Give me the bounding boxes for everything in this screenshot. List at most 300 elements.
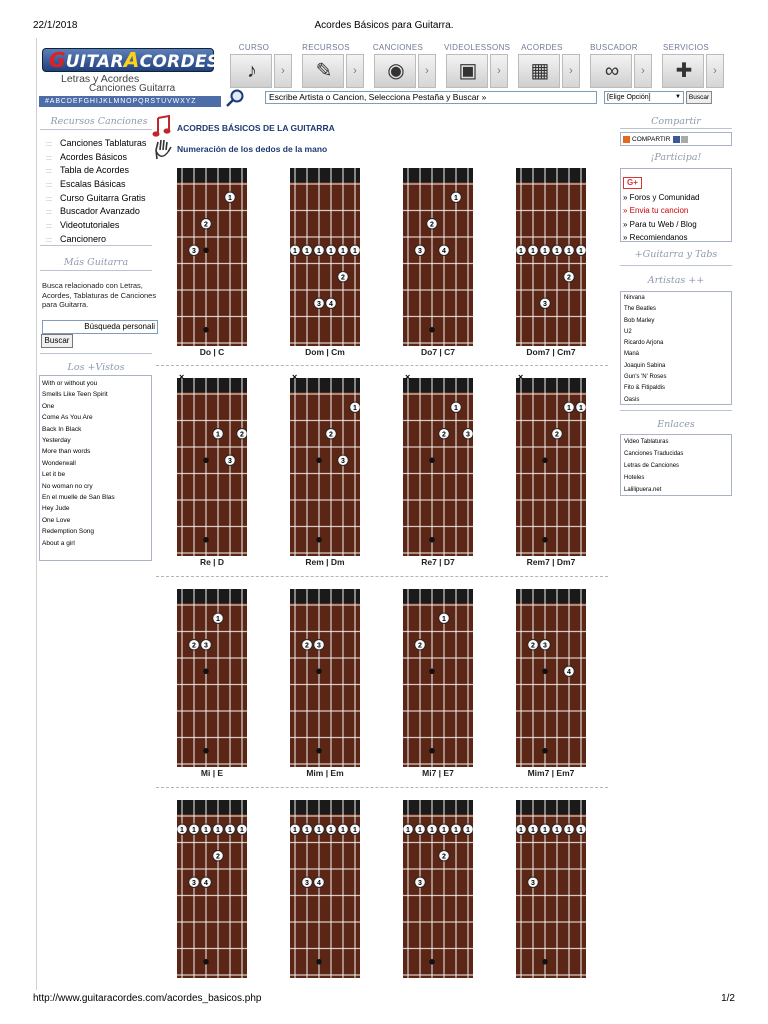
nav-item-videolessons[interactable]: [444, 42, 519, 90]
root-dot: [316, 748, 322, 754]
root-dot: [542, 959, 548, 965]
artist-link[interactable]: Gun's 'N' Roses: [624, 374, 667, 381]
facebook-icon[interactable]: [673, 136, 680, 143]
chord-diagram[interactable]: [403, 800, 473, 988]
finger-marker: [439, 824, 449, 834]
finger-marker: [213, 824, 223, 834]
svg-text:2: 2: [567, 274, 571, 282]
chord-diagram[interactable]: [516, 372, 586, 567]
search-input[interactable]: Escribe Artista o Cancion, Selecciona Pestaña y Buscar »: [265, 91, 597, 104]
root-dot: [203, 668, 209, 674]
chord-name: Do | C: [199, 347, 225, 357]
chord-name: Dom | Cm: [305, 347, 345, 357]
fretboard: [516, 800, 586, 978]
root-dot: [203, 247, 209, 253]
recursos-item[interactable]: [46, 220, 146, 234]
svg-text:1: 1: [293, 247, 297, 255]
nav-label: VIDEOLESSONS: [444, 43, 511, 52]
mas-vistos-list: [39, 375, 152, 561]
artistas-list: [620, 291, 732, 405]
artist-link[interactable]: The Beatles: [624, 306, 657, 313]
finger-marker: [516, 824, 526, 834]
finger-marker: [189, 245, 199, 255]
fretboard: [516, 168, 586, 346]
nav-icon-box[interactable]: [518, 54, 560, 88]
svg-text:1: 1: [341, 826, 345, 834]
finger-marker: [439, 429, 449, 439]
recursos-item-label: Tabla de Acordes: [60, 165, 130, 176]
nav-arrow-icon[interactable]: ›: [274, 54, 292, 88]
finger-marker: [213, 613, 223, 623]
song-link[interactable]: Redemption Song: [42, 528, 95, 536]
root-dot: [429, 457, 435, 463]
finger-marker: [350, 824, 360, 834]
finger-marker: [213, 851, 223, 861]
svg-text:1: 1: [531, 826, 535, 834]
finger-marker: [439, 851, 449, 861]
nav-icon-box[interactable]: [230, 54, 272, 88]
svg-text:1: 1: [305, 247, 309, 255]
chord-diagram[interactable]: [290, 589, 360, 777]
main-nav: [228, 42, 732, 90]
nav-icon-box[interactable]: [374, 54, 416, 88]
artist-link[interactable]: Fito & Fitipaldis: [624, 385, 666, 392]
nut: [403, 378, 473, 392]
chord-diagram[interactable]: [516, 800, 586, 988]
finger-marker: [540, 824, 550, 834]
svg-text:1: 1: [216, 826, 220, 834]
finger-marker: [564, 824, 574, 834]
finger-marker: [201, 824, 211, 834]
song-link[interactable]: Back In Black: [42, 425, 82, 433]
recursos-item[interactable]: [46, 179, 146, 193]
root-dot: [429, 668, 435, 674]
print-date: 22/1/2018: [33, 20, 78, 31]
chord-diagram[interactable]: [290, 800, 360, 988]
finger-marker: [451, 824, 461, 834]
finger-marker: [528, 245, 538, 255]
svg-text:1: 1: [317, 826, 321, 834]
nav-label: RECURSOS: [302, 43, 350, 52]
share-widget[interactable]: [620, 132, 732, 146]
participa-box: [620, 168, 732, 242]
chord-diagram[interactable]: [177, 372, 247, 567]
svg-text:2: 2: [305, 642, 309, 650]
artist-link[interactable]: Ricardo Arjona: [624, 340, 664, 347]
nav-arrow-icon[interactable]: ›: [562, 54, 580, 88]
fretboard-wood: [290, 378, 360, 556]
nav-label: CANCIONES: [372, 43, 424, 52]
svg-text:3: 3: [531, 879, 535, 887]
finger-marker: [540, 640, 550, 650]
root-dot: [316, 457, 322, 463]
svg-text:1: 1: [543, 826, 547, 834]
svg-text:1: 1: [329, 247, 333, 255]
finger-marker: [403, 824, 413, 834]
song-link[interactable]: Yesterday: [42, 437, 71, 445]
finger-marker: [540, 298, 550, 308]
song-link[interactable]: Hey Jude: [42, 505, 70, 513]
svg-text:2: 2: [204, 221, 208, 229]
finger-marker: [564, 666, 574, 676]
enlace-link[interactable]: Video Tablaturas: [624, 439, 669, 445]
mas-guitarra-heading: Más Guitarra: [63, 257, 129, 268]
svg-text:2: 2: [442, 853, 446, 861]
bullet: :::: [46, 154, 52, 162]
svg-text:1: 1: [567, 404, 571, 412]
fretboard: [177, 168, 247, 346]
artist-link[interactable]: Maná: [624, 351, 640, 358]
svg-text:1: 1: [579, 826, 583, 834]
chord-diagram[interactable]: [177, 168, 247, 356]
root-dot: [429, 537, 435, 543]
nut: [290, 800, 360, 814]
finger-marker: [201, 219, 211, 229]
svg-text:3: 3: [418, 247, 422, 255]
chord-diagram[interactable]: [290, 372, 360, 567]
svg-text:4: 4: [442, 247, 446, 255]
participa-link[interactable]: » Envia tu cancion: [623, 206, 689, 216]
finger-marker: [528, 824, 538, 834]
song-link[interactable]: More than words: [42, 448, 91, 456]
recursos-item[interactable]: [46, 193, 146, 207]
chord-diagram[interactable]: [290, 168, 360, 356]
svg-text:1: 1: [567, 826, 571, 834]
finger-marker: [177, 824, 187, 834]
chord-name: Mi7 | E7: [422, 768, 454, 778]
enlace-link[interactable]: Canciones Traducidas: [624, 451, 684, 457]
search-category-select[interactable]: [Elige Opción] ▼: [604, 91, 684, 104]
svg-text:2: 2: [555, 431, 559, 439]
svg-text:1: 1: [228, 826, 232, 834]
svg-text:2: 2: [329, 431, 333, 439]
finger-marker: [314, 877, 324, 887]
share-label: COMPARTIR: [632, 136, 671, 143]
svg-text:1: 1: [216, 615, 220, 623]
recursos-item[interactable]: [46, 138, 146, 152]
song-link[interactable]: Come As You Are: [42, 414, 93, 422]
nut: [177, 589, 247, 603]
svg-text:3: 3: [543, 642, 547, 650]
participa-heading: ¡Participa!: [650, 152, 702, 163]
recursos-item[interactable]: [46, 206, 146, 220]
svg-text:2: 2: [341, 274, 345, 282]
song-link[interactable]: With or without you: [42, 380, 98, 387]
enlace-link[interactable]: Hoteles: [624, 475, 645, 481]
svg-text:2: 2: [216, 853, 220, 861]
divider: [620, 265, 732, 266]
nav-arrow-icon[interactable]: ›: [634, 54, 652, 88]
nav-arrow-icon[interactable]: ›: [706, 54, 724, 88]
svg-text:2: 2: [430, 221, 434, 229]
fretboard: [403, 378, 473, 556]
finger-marker: [189, 640, 199, 650]
svg-text:1: 1: [418, 826, 422, 834]
finger-numbering-link[interactable]: Numeración de los dedos de la mano: [177, 144, 328, 154]
finger-marker: [338, 455, 348, 465]
chord-name: Re7 | D7: [421, 557, 455, 567]
svg-text:1: 1: [555, 826, 559, 834]
chord-diagram[interactable]: [403, 589, 473, 777]
song-link[interactable]: Wonderwall: [42, 459, 76, 467]
recursos-item-label: Cancionero: [60, 233, 107, 244]
fretboard: [516, 589, 586, 767]
bullet: :::: [46, 195, 52, 203]
nav-arrow-icon[interactable]: ›: [418, 54, 436, 88]
participa-link[interactable]: » Para tu Web / Blog: [623, 219, 697, 229]
recursos-heading: Recursos Canciones: [50, 116, 148, 127]
fretboard-wood: [403, 589, 473, 767]
finger-marker: [302, 824, 312, 834]
song-link[interactable]: No woman no cry: [42, 482, 93, 490]
svg-text:1: 1: [442, 826, 446, 834]
print-header: [33, 20, 735, 34]
nav-label: CURSO: [238, 43, 270, 52]
finger-marker: [314, 298, 324, 308]
svg-text:3: 3: [192, 879, 196, 887]
guitarra-tabs-heading[interactable]: +Guitarra y Tabs: [634, 249, 718, 260]
fretboard-wood: [403, 800, 473, 978]
artist-link[interactable]: U2: [624, 328, 632, 335]
nut: [290, 378, 360, 392]
magnifier-icon[interactable]: [224, 88, 246, 108]
nav-icon-box[interactable]: [590, 54, 632, 88]
root-dot: [203, 959, 209, 965]
bullet: :::: [46, 182, 52, 190]
svg-text:1: 1: [519, 826, 523, 834]
finger-marker: [237, 429, 247, 439]
svg-text:1: 1: [329, 826, 333, 834]
chord-diagram[interactable]: [177, 589, 247, 777]
fretboard-wood: [516, 589, 586, 767]
nut: [290, 589, 360, 603]
binoculars-icon: ∞: [604, 60, 620, 82]
divider: [40, 245, 152, 246]
recursos-item[interactable]: [46, 152, 146, 166]
finger-marker: [528, 640, 538, 650]
nav-icon-box[interactable]: [662, 54, 704, 88]
divider: [620, 128, 732, 129]
finger-marker: [225, 824, 235, 834]
recursos-list: [46, 138, 146, 248]
finger-marker: [439, 613, 449, 623]
finger-marker: [540, 245, 550, 255]
nut: [516, 800, 586, 814]
nav-item-canciones[interactable]: [372, 42, 447, 90]
finger-marker: [552, 245, 562, 255]
finger-marker: [213, 429, 223, 439]
enlace-link[interactable]: Letras de Canciones: [624, 463, 680, 469]
share-icon: [623, 136, 630, 143]
puzzle-icon: ✚: [675, 60, 693, 82]
finger-marker: [552, 429, 562, 439]
song-link[interactable]: One: [42, 402, 55, 410]
google-plus-button[interactable]: G+: [623, 177, 642, 189]
root-dot: [203, 748, 209, 754]
finger-marker: [350, 402, 360, 412]
finger-marker: [415, 640, 425, 650]
song-link[interactable]: About a girl: [42, 539, 75, 547]
chord-diagram[interactable]: [403, 168, 473, 356]
chord-diagram[interactable]: [403, 372, 473, 567]
nav-icon-box[interactable]: [302, 54, 344, 88]
fretboard: [403, 589, 473, 767]
finger-marker: [427, 824, 437, 834]
fretboard: [516, 378, 586, 556]
svg-text:3: 3: [228, 457, 232, 465]
fretboard-wood: [403, 168, 473, 346]
nav-item-curso[interactable]: [228, 42, 303, 90]
fretboard: [290, 589, 360, 767]
nut: [177, 378, 247, 392]
artist-link[interactable]: Joaquin Sabina: [624, 362, 666, 369]
finger-marker: [576, 402, 586, 412]
recursos-item-label: Canciones Tablaturas: [60, 138, 147, 148]
svg-text:1: 1: [317, 247, 321, 255]
finger-marker: [576, 824, 586, 834]
recursos-item-label: Acordes Básicos: [60, 151, 128, 162]
finger-marker: [302, 245, 312, 255]
finger-marker: [326, 298, 336, 308]
root-dot: [316, 668, 322, 674]
fretboard-wood: [290, 589, 360, 767]
svg-text:1: 1: [192, 826, 196, 834]
nav-item-servicios[interactable]: [660, 42, 735, 90]
finger-marker: [564, 402, 574, 412]
svg-text:3: 3: [543, 300, 547, 308]
turntable-icon: ◉: [387, 60, 405, 82]
song-link[interactable]: En el muelle de San Blas: [42, 494, 115, 502]
song-link[interactable]: Smells Like Teen Spirit: [42, 391, 108, 399]
root-dot: [542, 668, 548, 674]
nav-arrow-icon[interactable]: ›: [490, 54, 508, 88]
recursos-item-label: Videotutoriales: [60, 220, 120, 231]
nut: [177, 168, 247, 182]
nut: [403, 168, 473, 182]
alphabet-bar[interactable]: #ABCDEFGHIJKLMNOPQRSTUVWXYZ: [39, 96, 221, 107]
root-dot: [542, 457, 548, 463]
participa-link[interactable]: » Foros y Comunidad: [623, 193, 700, 202]
enlace-link[interactable]: Lalilipuera.net: [624, 487, 662, 493]
chord-name: Mim | Em: [306, 768, 344, 778]
fretboard: [177, 378, 247, 556]
chord-name: Mim7 | Em7: [527, 768, 575, 778]
svg-text:2: 2: [418, 642, 422, 650]
svg-text:1: 1: [293, 826, 297, 834]
chord-diagram[interactable]: [516, 589, 586, 777]
finger-marker: [225, 455, 235, 465]
artist-link[interactable]: Nirvana: [624, 295, 645, 301]
fretboard-wood: [177, 378, 247, 556]
finger-marker: [439, 245, 449, 255]
nut: [177, 800, 247, 814]
chord-name: Rem | Dm: [305, 557, 345, 567]
nav-item-buscador[interactable]: [588, 42, 663, 90]
finger-marker: [314, 245, 324, 255]
finger-marker: [189, 824, 199, 834]
song-link[interactable]: Let it be: [42, 471, 66, 479]
recursos-item-label: Escalas Básicas: [60, 179, 126, 190]
page-title: ACORDES BÁSICOS DE LA GUITARRA: [177, 123, 335, 133]
finger-marker: [326, 245, 336, 255]
finger-marker: [314, 824, 324, 834]
print-page-number: 1/2: [721, 993, 735, 1004]
finger-marker: [564, 272, 574, 282]
finger-marker: [415, 824, 425, 834]
root-dot: [542, 537, 548, 543]
finger-marker: [201, 640, 211, 650]
nav-icon-box[interactable]: [446, 54, 488, 88]
nut: [516, 589, 586, 603]
nav-item-acordes[interactable]: [516, 42, 591, 90]
finger-marker: [528, 877, 538, 887]
root-dot: [429, 748, 435, 754]
nut: [403, 800, 473, 814]
participa-link[interactable]: » Recomiendanos: [623, 233, 688, 243]
nav-arrow-icon[interactable]: ›: [346, 54, 364, 88]
logo-wordmark: GUITARACORDES: [42, 48, 214, 72]
email-icon[interactable]: [681, 136, 688, 143]
svg-text:2: 2: [531, 642, 535, 650]
custom-search-button[interactable]: Buscar: [41, 334, 73, 348]
logo-tagline-1: Letras y Acordes: [61, 73, 140, 85]
song-link[interactable]: One Love: [42, 516, 71, 524]
svg-text:1: 1: [204, 826, 208, 834]
enlaces-list: [620, 434, 732, 496]
tv-icon: ▣: [458, 60, 478, 82]
root-dot: [316, 537, 322, 543]
svg-text:3: 3: [204, 642, 208, 650]
chord-name: Rem7 | Dm7: [526, 557, 576, 567]
finger-marker: [189, 877, 199, 887]
artist-link[interactable]: Oasis: [624, 396, 640, 403]
chord-name: Do7 | C7: [420, 347, 456, 357]
svg-text:1: 1: [519, 247, 523, 255]
svg-text:1: 1: [454, 826, 458, 834]
enlaces-heading: Enlaces: [657, 419, 695, 430]
finger-marker: [350, 245, 360, 255]
recursos-item[interactable]: [46, 165, 146, 179]
svg-text:1: 1: [240, 826, 244, 834]
svg-text:1: 1: [442, 615, 446, 623]
svg-text:1: 1: [305, 826, 309, 834]
svg-text:3: 3: [192, 247, 196, 255]
logo-tagline-2: Canciones Guitarra: [89, 83, 176, 94]
artist-link[interactable]: Bob Marley: [624, 317, 655, 324]
nut: [403, 589, 473, 603]
bullet: :::: [46, 209, 52, 217]
chord-diagram[interactable]: [177, 800, 247, 988]
finger-marker: [427, 219, 437, 229]
chord-diagram[interactable]: [516, 168, 586, 356]
custom-search-input[interactable]: Búsqueda personali: [42, 320, 158, 334]
svg-text:1: 1: [555, 247, 559, 255]
finger-marker: [463, 429, 473, 439]
finger-marker: [451, 402, 461, 412]
svg-text:1: 1: [180, 826, 184, 834]
search-button[interactable]: Buscar: [686, 91, 712, 104]
recursos-item-label: Curso Guitarra Gratis: [60, 192, 146, 203]
fretboard-wood: [177, 800, 247, 978]
chord-name: Re | D: [199, 557, 225, 567]
svg-text:3: 3: [317, 642, 321, 650]
fretboard: [290, 168, 360, 346]
finger-marker: [338, 245, 348, 255]
finger-marker: [451, 192, 461, 202]
print-title: Acordes Básicos para Guitarra.: [314, 20, 454, 31]
svg-text:1: 1: [228, 194, 232, 202]
nav-item-recursos[interactable]: [300, 42, 375, 90]
